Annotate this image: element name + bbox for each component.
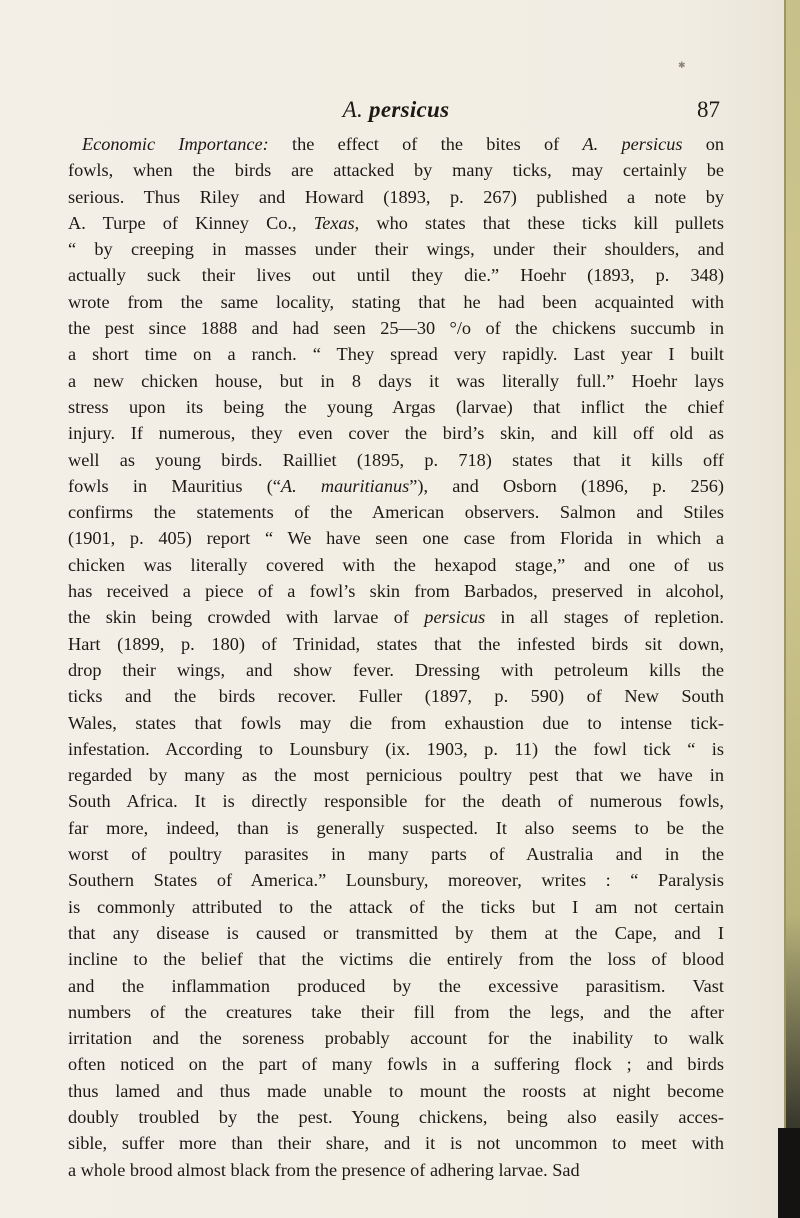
text-line: a short time on a ranch. “ They spread very rapidly. Last year I built [68, 344, 724, 365]
text-line: (1901, p. 405) report “ We have seen one case from Florida in which a [68, 528, 724, 549]
text-line: “ by creeping in masses under their wings, under their shoulders, and [68, 239, 724, 260]
text-line: confirms the statements of the American observers. Salmon and Stiles [68, 502, 724, 523]
body-paragraph [68, 131, 724, 1183]
text-line: doubly troubled by the pest. Young chickens, being also easily acces- [68, 1106, 724, 1127]
text-line: ticks and the birds recover. Fuller (1897, p. 590) of New South [68, 686, 724, 707]
running-head [68, 97, 724, 123]
text-line: and the inflammation produced by the excessive parasitism. Vast [68, 975, 724, 996]
text-line: far more, indeed, than is generally suspected. It also seems to be the [68, 817, 724, 838]
running-head-prefix: A. [342, 97, 370, 122]
text-line: thus lamed and thus made unable to mount the roosts at night become [68, 1080, 724, 1101]
page-edge-shadow [784, 0, 800, 1218]
text-line: irritation and the soreness probably account for the inability to walk [68, 1028, 724, 1049]
running-head-species: persicus [369, 97, 450, 122]
text-line: numbers of the creatures take their fill from the legs, and the after [68, 1001, 724, 1022]
text-line: the pest since 1888 and had seen 25—30 °/o of the chickens succumb in [68, 318, 724, 339]
text-line: chicken was literally covered with the hexapod stage,” and one of us [68, 554, 724, 575]
text-line: Economic Importance: the effect of the bites of A. persicus on [82, 134, 724, 154]
text-line: often noticed on the part of many fowls in a suffering flock ; and birds [68, 1054, 724, 1075]
text-line: wrote from the same locality, stating that he had been acquainted with [68, 291, 724, 312]
text-line: sible, suffer more than their share, and it is not uncommon to meet with [68, 1133, 724, 1154]
text-line: A. Turpe of Kinney Co., Texas, who states that these ticks kill pullets [68, 212, 724, 233]
text-line: Hart (1899, p. 180) of Trinidad, states that the infested birds sit down, [68, 633, 724, 654]
text-line: a whole brood almost black from the presence of adhering larvae. Sad [68, 1159, 580, 1180]
text-line: has received a piece of a fowl’s skin from Barbados, preserved in alcohol, [68, 581, 724, 602]
text-line: the skin being crowded with larvae of persicus in all stages of repletion. [68, 607, 724, 628]
page-header [68, 97, 724, 127]
text-line: regarded by many as the most pernicious poultry pest that we have in [68, 765, 724, 786]
text-line: actually suck their lives out until they die.” Hoehr (1893, p. 348) [68, 265, 724, 286]
text-line: is commonly attributed to the attack of the ticks but I am not certain [68, 896, 724, 917]
text-line: worst of poultry parasites in many parts of Australia and in the [68, 844, 724, 865]
text-line: incline to the belief that the victims die entirely from the loss of blood [68, 949, 724, 970]
text-line: injury. If numerous, they even cover the bird’s skin, and kill off old as [68, 423, 724, 444]
text-line: drop their wings, and show fever. Dressing with petroleum kills the [68, 659, 724, 680]
text-line: that any disease is caused or transmitted by them at the Cape, and I [68, 922, 724, 943]
text-line: South Africa. It is directly responsible for the death of numerous fowls, [68, 791, 724, 812]
text-line: Southern States of America.” Lounsbury, moreover, writes : “ Paralysis [68, 870, 724, 891]
text-line: fowls, when the birds are attacked by many ticks, may certainly be [68, 160, 724, 181]
paper-speck: ✱ [678, 60, 686, 70]
text-line: a new chicken house, but in 8 days it was literally full.” Hoehr lays [68, 370, 724, 391]
page-number: 87 [697, 97, 720, 122]
text-line: fowls in Mauritius (“A. mauritianus”), and Osborn (1896, p. 256) [68, 475, 724, 496]
text-line: serious. Thus Riley and Howard (1893, p. 267) published a note by [68, 186, 724, 207]
text-line: Wales, states that fowls may die from exhaustion due to intense tick- [68, 712, 724, 733]
text-line: stress upon its being the young Argas (larvae) that inflict the chief [68, 396, 724, 417]
page-edge-dark-corner [778, 1128, 800, 1218]
text-line: well as young birds. Railliet (1895, p. 718) states that it kills off [68, 449, 724, 470]
text-line: infestation. According to Lounsbury (ix. 1903, p. 11) the fowl tick “ is [68, 738, 724, 759]
